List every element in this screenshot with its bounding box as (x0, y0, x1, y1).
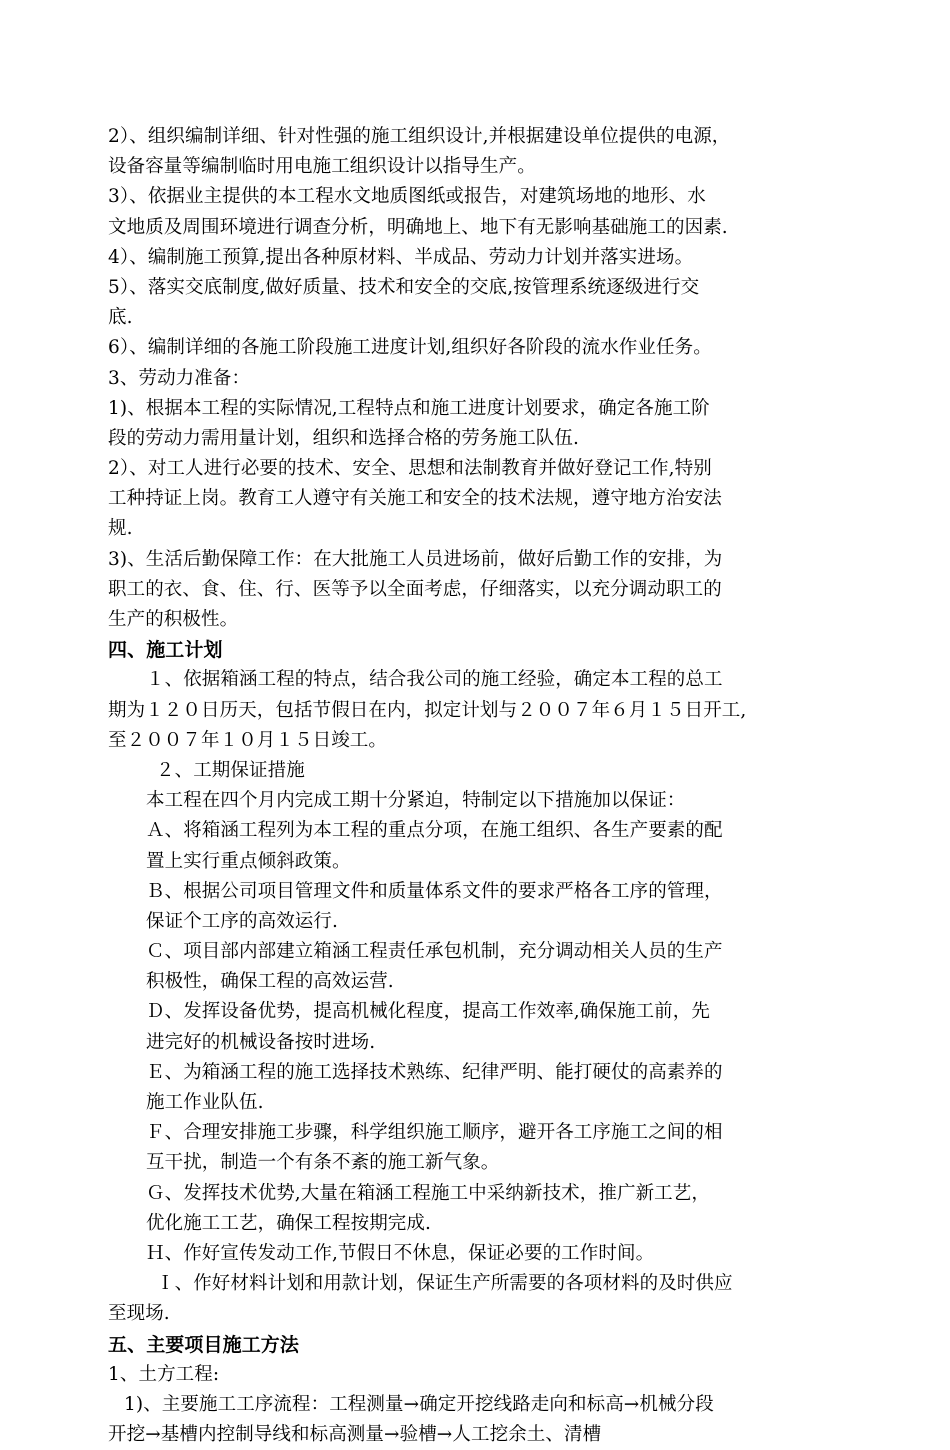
text-line: 底. (108, 307, 133, 329)
text-line: 互干扰，制造一个有条不紊的施工新气象。 (146, 1152, 500, 1174)
text-line: 3）、依据业主提供的本工程水文地质图纸或报告，对建筑场地的地形、水 (108, 186, 706, 208)
text-line: Ｂ、根据公司项目管理文件和质量体系文件的要求严格各工序的管理， (146, 880, 723, 902)
text-line: Ｆ、合理安排施工步骤，科学组织施工顺序，避开各工序施工之间的相 (146, 1122, 723, 1144)
text-line: ２、工期保证措施 (156, 759, 305, 781)
text-line: Ｈ、作好宣传发动工作,节假日不休息，保证必要的工作时间。 (146, 1242, 655, 1264)
text-line: 6）、编制详细的各施工阶段施工进度计划,组织好各阶段的流水作业任务。 (108, 337, 712, 359)
text-line: 工种持证上岗。教育工人遵守有关施工和安全的技术法规，遵守地方治安法 (108, 488, 722, 510)
text-line: 2）、组织编制详细、针对性强的施工组织设计,并根据建设单位提供的电源， (108, 126, 731, 147)
text-line: 规. (108, 518, 133, 540)
text-line: 保证个工序的高效运行. (146, 910, 338, 932)
text-line: 2）、对工人进行必要的技术、安全、思想和法制教育并做好登记工作,特别 (108, 458, 712, 480)
text-line: 至现场. (108, 1303, 170, 1325)
text-line: 段的劳动力需用量计划，组织和选择合格的劳务施工队伍. (108, 427, 579, 449)
text-line: 设备容量等编制临时用电施工组织设计以指导生产。 (108, 156, 536, 178)
text-line: Ｅ、为箱涵工程的施工选择技术熟练、纪律严明、能打硬仗的高素养的 (146, 1061, 723, 1083)
section-heading: 五、主要项目施工方法 (108, 1333, 300, 1356)
text-line: 3)、生活后勤保障工作：在大批施工人员进场前，做好后勤工作的安排，为 (108, 548, 723, 570)
text-line: 1)、主要施工工序流程：工程测量→确定开挖线路走向和标高→机械分段 (124, 1393, 714, 1415)
text-line: Ａ、将箱涵工程列为本工程的重点分项，在施工组织、各生产要素的配 (146, 820, 723, 842)
text-line: 期为１２０日历天，包括节假日在内，拟定计划与２００７年６月１５日开工, (108, 699, 747, 721)
text-line: 职工的衣、食、住、行、医等予以全面考虑，仔细落实，以充分调动职工的 (108, 578, 722, 600)
text-line: 1)、根据本工程的实际情况,工程特点和施工进度计划要求，确定各施工阶 (108, 397, 710, 419)
text-line: 生产的积极性。 (108, 609, 239, 630)
text-line: Ｉ、作好材料计划和用款计划，保证生产所需要的各项材料的及时供应 (156, 1273, 733, 1295)
text-line: 置上实行重点倾斜政策。 (146, 850, 351, 872)
text-line: 至２００７年１０月１５日竣工。 (108, 729, 388, 751)
text-line: Ｃ、项目部内部建立箱涵工程责任承包机制，充分调动相关人员的生产 (146, 941, 723, 963)
text-line: 1、土方工程: (108, 1363, 220, 1385)
text-line: Ｄ、发挥设备优势，提高机械化程度，提高工作效率,确保施工前，先 (146, 1001, 710, 1023)
text-line: 优化施工工艺，确保工程按期完成. (146, 1212, 431, 1234)
document-body (108, 122, 848, 1450)
text-line: Ｇ、发挥技术优势,大量在箱涵工程施工中采纳新技术，推广新工艺， (146, 1182, 710, 1204)
text-line: １、依据箱涵工程的特点，结合我公司的施工经验，确定本工程的总工 (146, 669, 723, 691)
text-line: 3、劳动力准备： (108, 367, 251, 389)
text-line: 本工程在四个月内完成工期十分紧迫，特制定以下措施加以保证： (146, 790, 686, 812)
text-line: 5）、落实交底制度,做好质量、技术和安全的交底,按管理系统逐级进行交 (108, 276, 700, 298)
text-line: 积极性，确保工程的高效运营. (146, 971, 394, 993)
text-line: 进完好的机械设备按时进场. (146, 1031, 376, 1053)
text-line: 开挖→基槽内控制导线和标高测量→验槽→人工挖余土、清槽 (108, 1424, 602, 1446)
text-line: 文地质及周围环境进行调查分析，明确地上、地下有无影响基础施工的因素. (108, 216, 728, 238)
text-line: 4）、编制施工预算,提出各种原材料、半成品、劳动力计划并落实进场。 (108, 246, 694, 268)
section-heading: 四、施工计划 (108, 639, 223, 662)
text-line: 施工作业队伍. (146, 1092, 264, 1113)
